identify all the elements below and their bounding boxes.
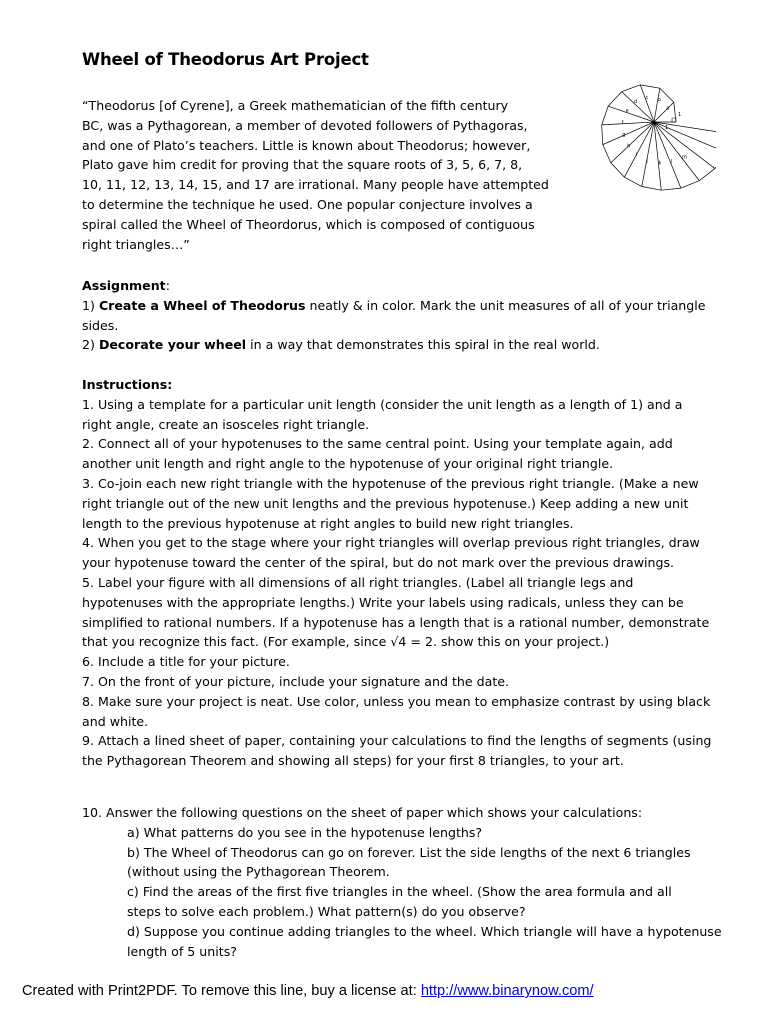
unit-edge-13	[699, 169, 715, 181]
question-line: length of 5 units?	[127, 943, 237, 959]
assignment-item-1: 1) Create a Wheel of Theodorus neatly & in color. Mark the unit measures of all of your triangle	[82, 297, 706, 313]
spoke-5	[608, 106, 654, 122]
spoke-3	[640, 85, 654, 122]
wheel-label: i	[635, 152, 638, 159]
wheel-label: m	[682, 154, 687, 161]
unit-edge-12	[681, 181, 699, 188]
instructions-heading: Instructions:	[82, 376, 173, 392]
wheel-unit-label: 1	[678, 112, 682, 118]
instruction-line: length to the previous hypotenuse at right angles to build new right triangles.	[82, 515, 574, 531]
wheel-label: e	[625, 108, 629, 115]
quote-line: “Theodorus [of Cyrene], a Greek mathematician of the fifth century	[82, 98, 509, 113]
print2pdf-footer	[22, 983, 594, 999]
wheel-label: a	[666, 105, 670, 112]
assignment-item-2: 2) Decorate your wheel in a way that demonstrates this spiral in the real world.	[82, 337, 600, 353]
unit-edge-9	[624, 177, 641, 186]
spoke-4	[622, 92, 654, 122]
assignment-heading: Assignment:	[82, 278, 170, 293]
question-line: c) Find the areas of the first five triangles in the wheel. (Show the area formula and all	[127, 884, 672, 900]
intro-quote	[82, 96, 552, 254]
assignment-and-instructions	[82, 276, 754, 961]
instruction-line: 4. When you get to the stage where your right triangles will overlap previous right triangles, draw	[82, 535, 700, 551]
instruction-line: simplified to rational numbers. If a hypotenuse has a length that is a rational number, demonstrate	[82, 614, 710, 630]
quote-line: right triangles…”	[82, 236, 190, 252]
question-line: b) The Wheel of Theodorus can go on forever. List the side lengths of the next 6 triangles	[127, 844, 691, 860]
quote-line: BC, was a Pythagorean, a member of devoted followers of Pythagoras,	[82, 117, 528, 133]
wheel-label: g	[622, 132, 626, 139]
question-line: d) Suppose you continue adding triangles to the wheel. Which triangle will have a hypotenuse	[127, 923, 722, 939]
wheel-label: h	[627, 143, 631, 150]
spoke-9	[621, 119, 654, 177]
unit-edge-11	[661, 188, 681, 190]
quote-line: 10, 11, 12, 13, 14, 15, and 17 are irrational. Many people have attempted	[82, 177, 549, 193]
instruction-line: 9. Attach a lined sheet of paper, containing your calculations to find the lengths of segments (using	[82, 733, 712, 749]
instruction-line: 7. On the front of your picture, include your signature and the date.	[82, 673, 510, 689]
wheel-of-theodorus-diagram	[556, 72, 716, 232]
unit-edge-14	[715, 153, 716, 169]
instruction-line: 8. Make sure your project is neat. Use color, unless you mean to emphasize contrast by using black	[82, 693, 711, 709]
questions-intro: 10. Answer the following questions on the sheet of paper which shows your calculations:	[82, 804, 643, 820]
spoke-6	[602, 119, 654, 126]
wheel-label: k	[658, 160, 662, 167]
wheel-label: j	[646, 158, 648, 165]
spoke-7	[603, 119, 654, 145]
quote-line: Plato gave him credit for proving that the square roots of 3, 5, 6, 7, 8,	[82, 157, 523, 173]
assignment-item-1-cont: sides.	[82, 317, 119, 333]
page-title: Wheel of Theodorus Art Project	[82, 50, 369, 69]
unit-edge-5	[602, 106, 608, 125]
unit-edge-6	[602, 125, 603, 145]
unit-edge-10	[642, 187, 661, 191]
footer-link[interactable]: http://www.binarynow.com/	[420, 983, 594, 999]
instruction-line: 2. Connect all of your hypotenuses to the same central point. Using your template again, add	[82, 436, 673, 452]
wheel-unit-label: 1	[665, 125, 669, 131]
wheel-label: f	[621, 119, 624, 126]
instruction-line: your hypotenuse toward the center of the spiral, but do not mark over the previous drawings.	[82, 555, 675, 571]
question-line: (without using the Pythagorean Theorem.	[127, 864, 390, 880]
unit-edge-2	[640, 85, 660, 88]
unit-edge-0	[674, 102, 676, 122]
instruction-line: 1. Using a template for a particular unit length (consider the unit length as a length of 1) and a	[82, 396, 683, 412]
wheel-label: d	[633, 99, 638, 106]
instruction-line: and white.	[82, 713, 149, 729]
quote-line: spiral called the Wheel of Theordorus, which is composed of contiguous	[82, 216, 535, 232]
question-line: steps to solve each problem.) What pattern(s) do you observe?	[127, 903, 526, 919]
instruction-line: hypotenuses with the appropriate lengths.) Write your labels using radicals, unless they can be	[82, 594, 684, 610]
question-line: a) What patterns do you see in the hypotenuse lengths?	[127, 824, 483, 840]
quote-line: to determine the technique he used. One popular conjecture involves a	[82, 196, 533, 212]
quote-line: and one of Plato’s teachers. Little is known about Theodorus; however,	[82, 137, 531, 153]
unit-edge-7	[603, 145, 611, 163]
unit-edge-4	[608, 92, 622, 106]
unit-edge-3	[622, 85, 641, 92]
footer-text: Created with Print2PDF. To remove this line, buy a license at:	[22, 983, 421, 999]
spoke-11	[654, 122, 661, 190]
instruction-line: 3. Co-join each new right triangle with the hypotenuse of the previous right triangle. (Make a new	[82, 475, 699, 491]
instruction-line: 5. Label your figure with all dimensions of all right triangles. (Label all triangle legs and	[82, 574, 634, 590]
instruction-line: another unit length and right angle to the hypotenuse of your original right triangle.	[82, 456, 614, 472]
unit-edge-1	[657, 88, 674, 104]
wheel-label: b	[657, 97, 661, 104]
instruction-line: right triangle out of the new unit lengths and the previous hypotenuse.) Keep adding a new unit	[82, 495, 689, 511]
wheel-label: c	[645, 94, 649, 101]
instruction-line: right angle, create an isosceles right triangle.	[82, 416, 370, 432]
wheel-label: l	[670, 158, 673, 165]
instruction-line: 6. Include a title for your picture.	[82, 654, 290, 670]
instruction-line: that you recognize this fact. (For example, since √4 = 2. show this on your project.)	[82, 634, 610, 650]
spoke-16	[654, 122, 716, 135]
unit-edge-8	[611, 163, 625, 177]
instruction-line: the Pythagorean Theorem and showing all steps) for your first 8 triangles, to your art.	[82, 753, 624, 769]
